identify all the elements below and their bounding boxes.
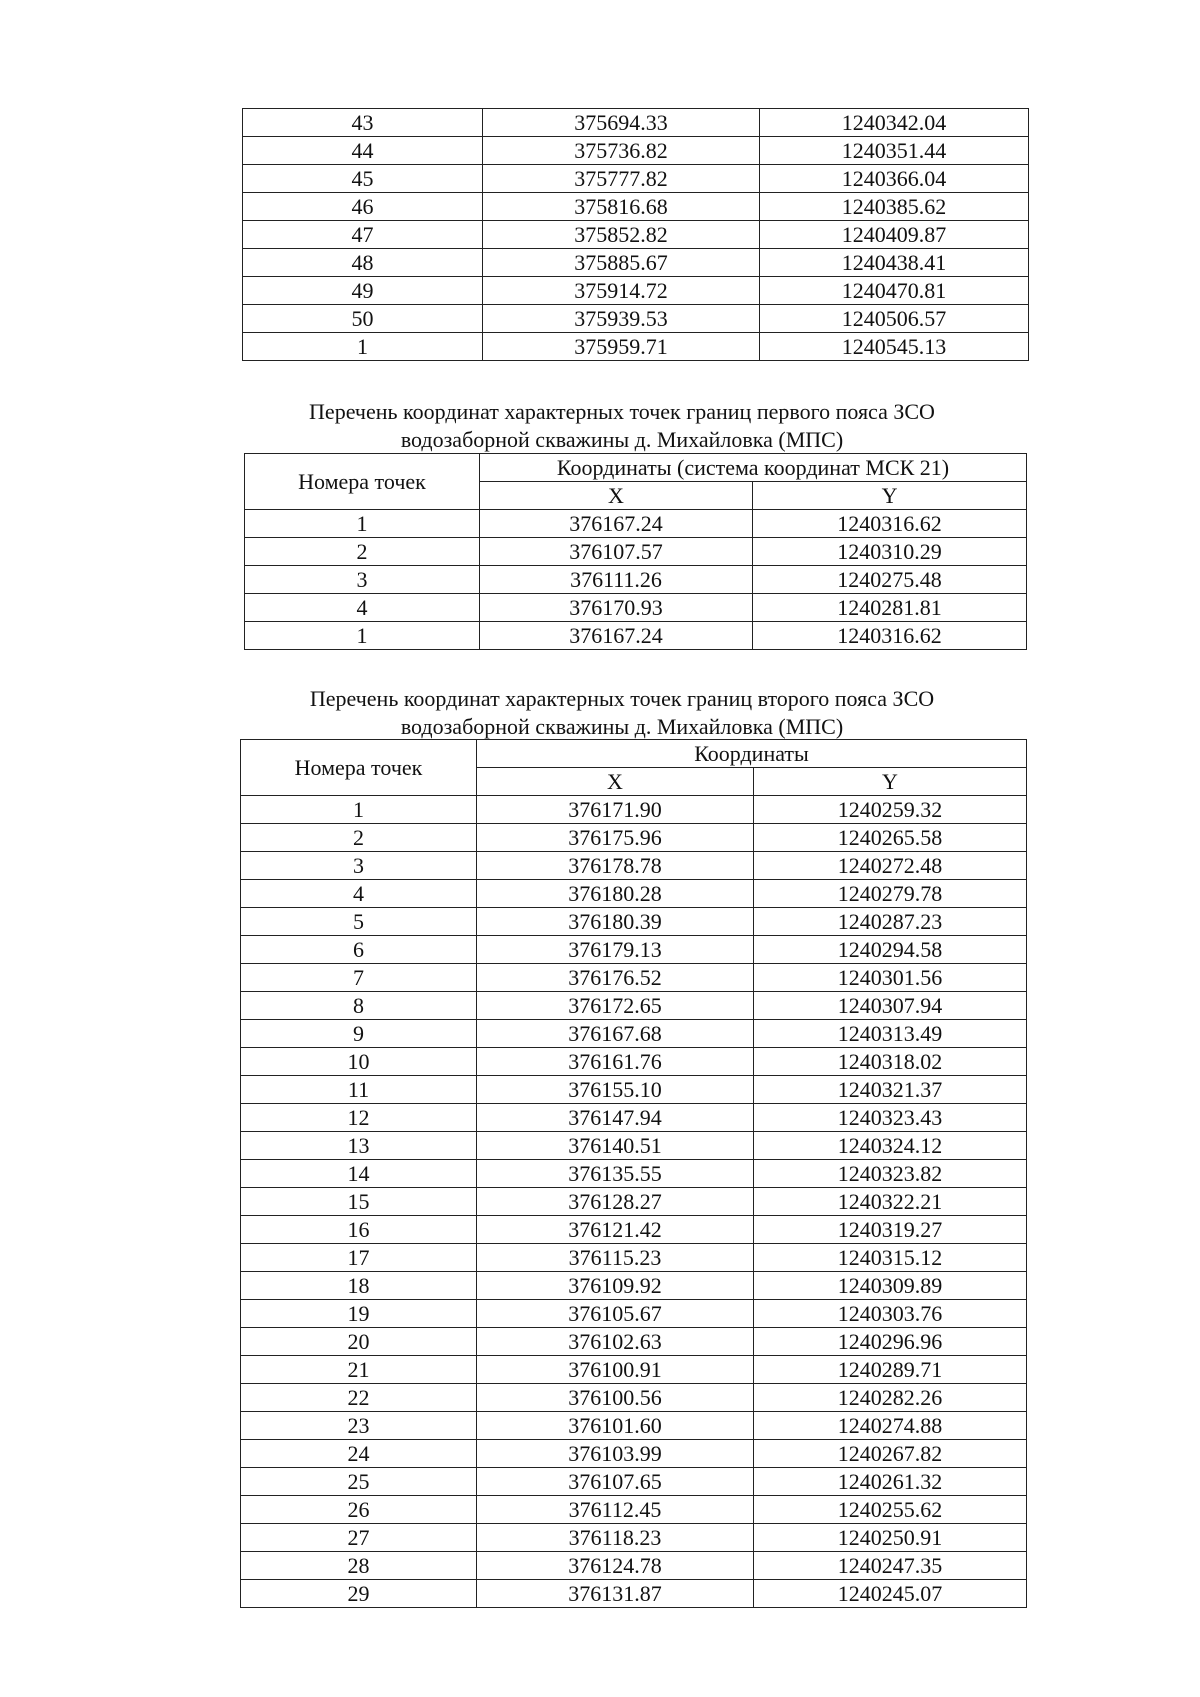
header-points: Номера точек (241, 740, 477, 796)
table-row (241, 936, 1027, 964)
y-coordinate-cell: 1240261.32 (754, 1468, 1027, 1496)
y-coordinate-cell: 1240250.91 (754, 1524, 1027, 1552)
y-coordinate-cell: 1240366.04 (760, 165, 1029, 193)
table-row (241, 1216, 1027, 1244)
table-row (245, 594, 1027, 622)
point-number-cell: 5 (241, 908, 477, 936)
point-number-cell: 23 (241, 1412, 477, 1440)
point-number-cell: 6 (241, 936, 477, 964)
table-row (241, 908, 1027, 936)
zone1-coordinates-table (244, 453, 1027, 650)
y-coordinate-cell: 1240351.44 (760, 137, 1029, 165)
table-row (243, 305, 1029, 333)
y-coordinate-cell: 1240296.96 (754, 1328, 1027, 1356)
x-coordinate-cell: 376140.51 (477, 1132, 754, 1160)
x-coordinate-cell: 376176.52 (477, 964, 754, 992)
zone2-coordinates-table (240, 739, 1027, 1608)
table-row (241, 1580, 1027, 1608)
y-coordinate-cell: 1240267.82 (754, 1440, 1027, 1468)
table-row (245, 566, 1027, 594)
y-coordinate-cell: 1240301.56 (754, 964, 1027, 992)
y-coordinate-cell: 1240315.12 (754, 1244, 1027, 1272)
point-number-cell: 1 (245, 510, 480, 538)
x-coordinate-cell: 376147.94 (477, 1104, 754, 1132)
x-coordinate-cell: 376103.99 (477, 1440, 754, 1468)
x-coordinate-cell: 376107.57 (480, 538, 753, 566)
table-row (241, 1132, 1027, 1160)
x-coordinate-cell: 376178.78 (477, 852, 754, 880)
table-row (241, 1440, 1027, 1468)
point-number-cell: 28 (241, 1552, 477, 1580)
point-number-cell: 22 (241, 1384, 477, 1412)
table-row (243, 109, 1029, 137)
x-coordinate-cell: 376121.42 (477, 1216, 754, 1244)
table-row (241, 1076, 1027, 1104)
y-coordinate-cell: 1240316.62 (753, 510, 1027, 538)
x-coordinate-cell: 376115.23 (477, 1244, 754, 1272)
point-number-cell: 7 (241, 964, 477, 992)
x-coordinate-cell: 376175.96 (477, 824, 754, 852)
y-coordinate-cell: 1240255.62 (754, 1496, 1027, 1524)
x-coordinate-cell: 376100.91 (477, 1356, 754, 1384)
y-coordinate-cell: 1240318.02 (754, 1048, 1027, 1076)
zone2-caption-line1: Перечень координат характерных точек границ второго пояса ЗСО (309, 686, 935, 711)
point-number-cell: 25 (241, 1468, 477, 1496)
y-coordinate-cell: 1240274.88 (754, 1412, 1027, 1440)
header-x: X (480, 482, 753, 510)
x-coordinate-cell: 376111.26 (480, 566, 753, 594)
table-row (241, 1552, 1027, 1580)
x-coordinate-cell: 376172.65 (477, 992, 754, 1020)
x-coordinate-cell: 376155.10 (477, 1076, 754, 1104)
point-number-cell: 2 (241, 824, 477, 852)
point-number-cell: 50 (243, 305, 483, 333)
point-number-cell: 49 (243, 277, 483, 305)
x-coordinate-cell: 375736.82 (483, 137, 760, 165)
table-row (241, 1468, 1027, 1496)
table-row (241, 880, 1027, 908)
point-number-cell: 27 (241, 1524, 477, 1552)
y-coordinate-cell: 1240307.94 (754, 992, 1027, 1020)
y-coordinate-cell: 1240323.82 (754, 1160, 1027, 1188)
point-number-cell: 1 (243, 333, 483, 361)
table-row (245, 510, 1027, 538)
y-coordinate-cell: 1240342.04 (760, 109, 1029, 137)
header-coords: Координаты (система координат МСК 21) (480, 454, 1027, 482)
y-coordinate-cell: 1240281.81 (753, 594, 1027, 622)
point-number-cell: 15 (241, 1188, 477, 1216)
x-coordinate-cell: 376102.63 (477, 1328, 754, 1356)
y-coordinate-cell: 1240265.58 (754, 824, 1027, 852)
table-row (241, 824, 1027, 852)
x-coordinate-cell: 376170.93 (480, 594, 753, 622)
x-coordinate-cell: 376167.24 (480, 510, 753, 538)
point-number-cell: 47 (243, 221, 483, 249)
point-number-cell: 21 (241, 1356, 477, 1384)
table-row (245, 622, 1027, 650)
y-coordinate-cell: 1240289.71 (754, 1356, 1027, 1384)
header-coords: Координаты (477, 740, 1027, 768)
point-number-cell: 24 (241, 1440, 477, 1468)
y-coordinate-cell: 1240259.32 (754, 796, 1027, 824)
table-row (241, 1048, 1027, 1076)
x-coordinate-cell: 376131.87 (477, 1580, 754, 1608)
table-row (241, 852, 1027, 880)
x-coordinate-cell: 376112.45 (477, 1496, 754, 1524)
y-coordinate-cell: 1240506.57 (760, 305, 1029, 333)
x-coordinate-cell: 375816.68 (483, 193, 760, 221)
point-number-cell: 17 (241, 1244, 477, 1272)
y-coordinate-cell: 1240324.12 (754, 1132, 1027, 1160)
point-number-cell: 4 (245, 594, 480, 622)
y-coordinate-cell: 1240545.13 (760, 333, 1029, 361)
point-number-cell: 48 (243, 249, 483, 277)
x-coordinate-cell: 375959.71 (483, 333, 760, 361)
y-coordinate-cell: 1240319.27 (754, 1216, 1027, 1244)
point-number-cell: 16 (241, 1216, 477, 1244)
y-coordinate-cell: 1240245.07 (754, 1580, 1027, 1608)
x-coordinate-cell: 376107.65 (477, 1468, 754, 1496)
y-coordinate-cell: 1240470.81 (760, 277, 1029, 305)
y-coordinate-cell: 1240323.43 (754, 1104, 1027, 1132)
y-coordinate-cell: 1240322.21 (754, 1188, 1027, 1216)
header-y: Y (753, 482, 1027, 510)
x-coordinate-cell: 376180.39 (477, 908, 754, 936)
x-coordinate-cell: 376118.23 (477, 1524, 754, 1552)
point-number-cell: 10 (241, 1048, 477, 1076)
table-row (245, 538, 1027, 566)
x-coordinate-cell: 376100.56 (477, 1384, 754, 1412)
table-row (241, 992, 1027, 1020)
point-number-cell: 43 (243, 109, 483, 137)
table-row (241, 1160, 1027, 1188)
point-number-cell: 12 (241, 1104, 477, 1132)
table-row (241, 1328, 1027, 1356)
point-number-cell: 18 (241, 1272, 477, 1300)
x-coordinate-cell: 376105.67 (477, 1300, 754, 1328)
table-body (243, 109, 1029, 361)
header-row (245, 454, 1027, 482)
y-coordinate-cell: 1240385.62 (760, 193, 1029, 221)
x-coordinate-cell: 376135.55 (477, 1160, 754, 1188)
point-number-cell: 9 (241, 1020, 477, 1048)
x-coordinate-cell: 376179.13 (477, 936, 754, 964)
y-coordinate-cell: 1240409.87 (760, 221, 1029, 249)
point-number-cell: 26 (241, 1496, 477, 1524)
x-coordinate-cell: 376128.27 (477, 1188, 754, 1216)
point-number-cell: 29 (241, 1580, 477, 1608)
x-coordinate-cell: 376167.24 (480, 622, 753, 650)
header-y: Y (754, 768, 1027, 796)
x-coordinate-cell: 375939.53 (483, 305, 760, 333)
point-number-cell: 3 (241, 852, 477, 880)
y-coordinate-cell: 1240272.48 (754, 852, 1027, 880)
point-number-cell: 8 (241, 992, 477, 1020)
x-coordinate-cell: 375852.82 (483, 221, 760, 249)
table-row (241, 796, 1027, 824)
x-coordinate-cell: 376161.76 (477, 1048, 754, 1076)
table-row (243, 137, 1029, 165)
x-coordinate-cell: 376109.92 (477, 1272, 754, 1300)
table-row (241, 1356, 1027, 1384)
y-coordinate-cell: 1240247.35 (754, 1552, 1027, 1580)
table-row (241, 964, 1027, 992)
x-coordinate-cell: 375777.82 (483, 165, 760, 193)
x-coordinate-cell: 375885.67 (483, 249, 760, 277)
zone2-caption-line2: водозаборной скважины д. Михайловка (МПС) (400, 714, 844, 739)
zone1-caption (252, 398, 992, 454)
table-body (245, 510, 1027, 650)
header-row (241, 740, 1027, 768)
y-coordinate-cell: 1240294.58 (754, 936, 1027, 964)
y-coordinate-cell: 1240287.23 (754, 908, 1027, 936)
point-number-cell: 1 (241, 796, 477, 824)
y-coordinate-cell: 1240313.49 (754, 1020, 1027, 1048)
y-coordinate-cell: 1240438.41 (760, 249, 1029, 277)
table-row (241, 1020, 1027, 1048)
point-number-cell: 11 (241, 1076, 477, 1104)
point-number-cell: 2 (245, 538, 480, 566)
table-row (241, 1524, 1027, 1552)
y-coordinate-cell: 1240321.37 (754, 1076, 1027, 1104)
table-row (241, 1188, 1027, 1216)
x-coordinate-cell: 375694.33 (483, 109, 760, 137)
point-number-cell: 46 (243, 193, 483, 221)
y-coordinate-cell: 1240310.29 (753, 538, 1027, 566)
x-coordinate-cell: 376101.60 (477, 1412, 754, 1440)
point-number-cell: 4 (241, 880, 477, 908)
x-coordinate-cell: 376171.90 (477, 796, 754, 824)
x-coordinate-cell: 376167.68 (477, 1020, 754, 1048)
point-number-cell: 14 (241, 1160, 477, 1188)
zone2-caption (252, 685, 992, 741)
point-number-cell: 20 (241, 1328, 477, 1356)
table-row (243, 277, 1029, 305)
zone1-caption-line1: Перечень координат характерных точек границ первого пояса ЗСО (309, 399, 935, 424)
point-number-cell: 45 (243, 165, 483, 193)
table-row (243, 249, 1029, 277)
table-row (241, 1244, 1027, 1272)
table-row (241, 1104, 1027, 1132)
table-row (243, 221, 1029, 249)
table-row (241, 1300, 1027, 1328)
point-number-cell: 19 (241, 1300, 477, 1328)
table-row (241, 1272, 1027, 1300)
y-coordinate-cell: 1240282.26 (754, 1384, 1027, 1412)
y-coordinate-cell: 1240303.76 (754, 1300, 1027, 1328)
point-number-cell: 44 (243, 137, 483, 165)
table-row (241, 1496, 1027, 1524)
y-coordinate-cell: 1240279.78 (754, 880, 1027, 908)
table-body (241, 796, 1027, 1608)
point-number-cell: 3 (245, 566, 480, 594)
table-row (243, 165, 1029, 193)
x-coordinate-cell: 376124.78 (477, 1552, 754, 1580)
table-row (241, 1384, 1027, 1412)
x-coordinate-cell: 375914.72 (483, 277, 760, 305)
y-coordinate-cell: 1240275.48 (753, 566, 1027, 594)
coordinates-table-continuation (242, 108, 1029, 361)
table-row (243, 333, 1029, 361)
point-number-cell: 1 (245, 622, 480, 650)
y-coordinate-cell: 1240316.62 (753, 622, 1027, 650)
header-x: X (477, 768, 754, 796)
zone1-caption-line2: водозаборной скважины д. Михайловка (МПС) (400, 427, 844, 452)
table-row (243, 193, 1029, 221)
header-points: Номера точек (245, 454, 480, 510)
table-row (241, 1412, 1027, 1440)
x-coordinate-cell: 376180.28 (477, 880, 754, 908)
y-coordinate-cell: 1240309.89 (754, 1272, 1027, 1300)
point-number-cell: 13 (241, 1132, 477, 1160)
